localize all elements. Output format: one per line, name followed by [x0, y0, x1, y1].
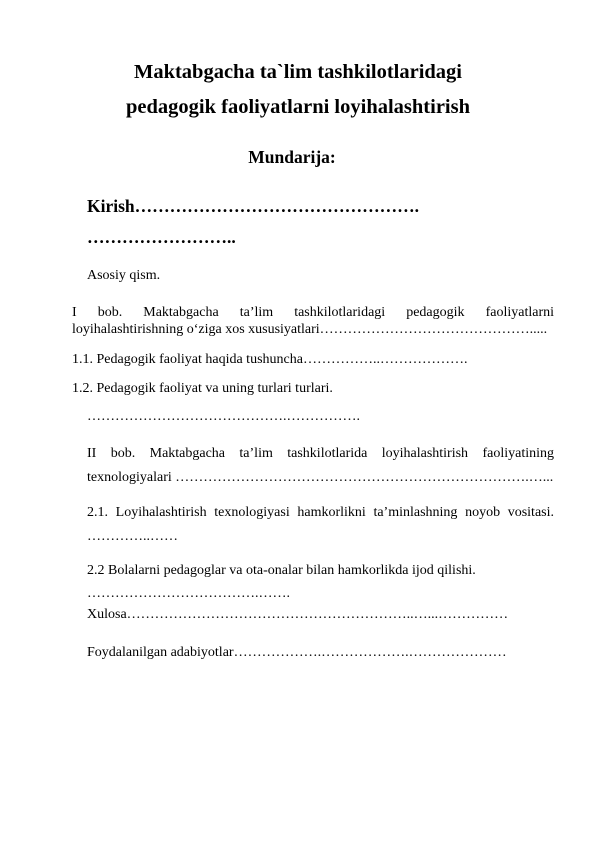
toc-bob1-line2: loyihalashtirishning o‘ziga xos xususiyatlari………………………………………..... — [72, 322, 548, 337]
toc-bob2-line2: texnologiyalari ………………………………………………………………….…... — [87, 470, 554, 485]
document-title-line1: Maktabgacha ta`lim tashkilotlaridagi — [133, 61, 462, 83]
toc-adabiyotlar: Foydalanilgan adabiyotlar……………….……………….………………… — [87, 645, 507, 660]
toc-bob1-line1: I bob. Maktabgacha ta’lim tashkilotlaridagi pedagogik faoliyatlarni — [72, 305, 554, 320]
toc-item-2-2-line1: 2.2 Bolalarni pedagoglar va ota-onalar bilan hamkorlikda ijod qilishi. — [87, 563, 476, 578]
toc-item-2-1-line1: 2.1. Loyihalashtirish texnologiyasi hamkorlikni ta’minlashning noyob vositasi. — [87, 505, 554, 520]
toc-kirish-continued: …………………….. — [87, 227, 236, 247]
toc-kirish: Kirish…………………………………………. — [87, 196, 420, 216]
document-title-line2: pedagogik faoliyatlarni loyihalashtirish — [126, 96, 470, 118]
toc-item-1-1: 1.1. Pedagogik faoliyat haqida tushuncha……………..………………. — [72, 352, 468, 367]
contents-heading: Mundarija: — [248, 147, 336, 167]
toc-item-1-2-dots: …………………………………….……………. — [87, 409, 360, 424]
toc-item-1-2: 1.2. Pedagogik faoliyat va uning turlari turlari. — [72, 381, 333, 396]
toc-xulosa: Xulosa……………………………………………………..…...…………… — [87, 607, 509, 622]
toc-bob2-line1: II bob. Maktabgacha ta’lim tashkilotlarida loyihalashtirish faoliyatining — [87, 446, 554, 461]
toc-item-2-1-line2: …………..…… — [87, 529, 178, 544]
toc-item-2-2-line2: ……………………………….……. — [87, 586, 290, 601]
toc-asosiy-qism: Asosiy qism. — [87, 268, 161, 283]
